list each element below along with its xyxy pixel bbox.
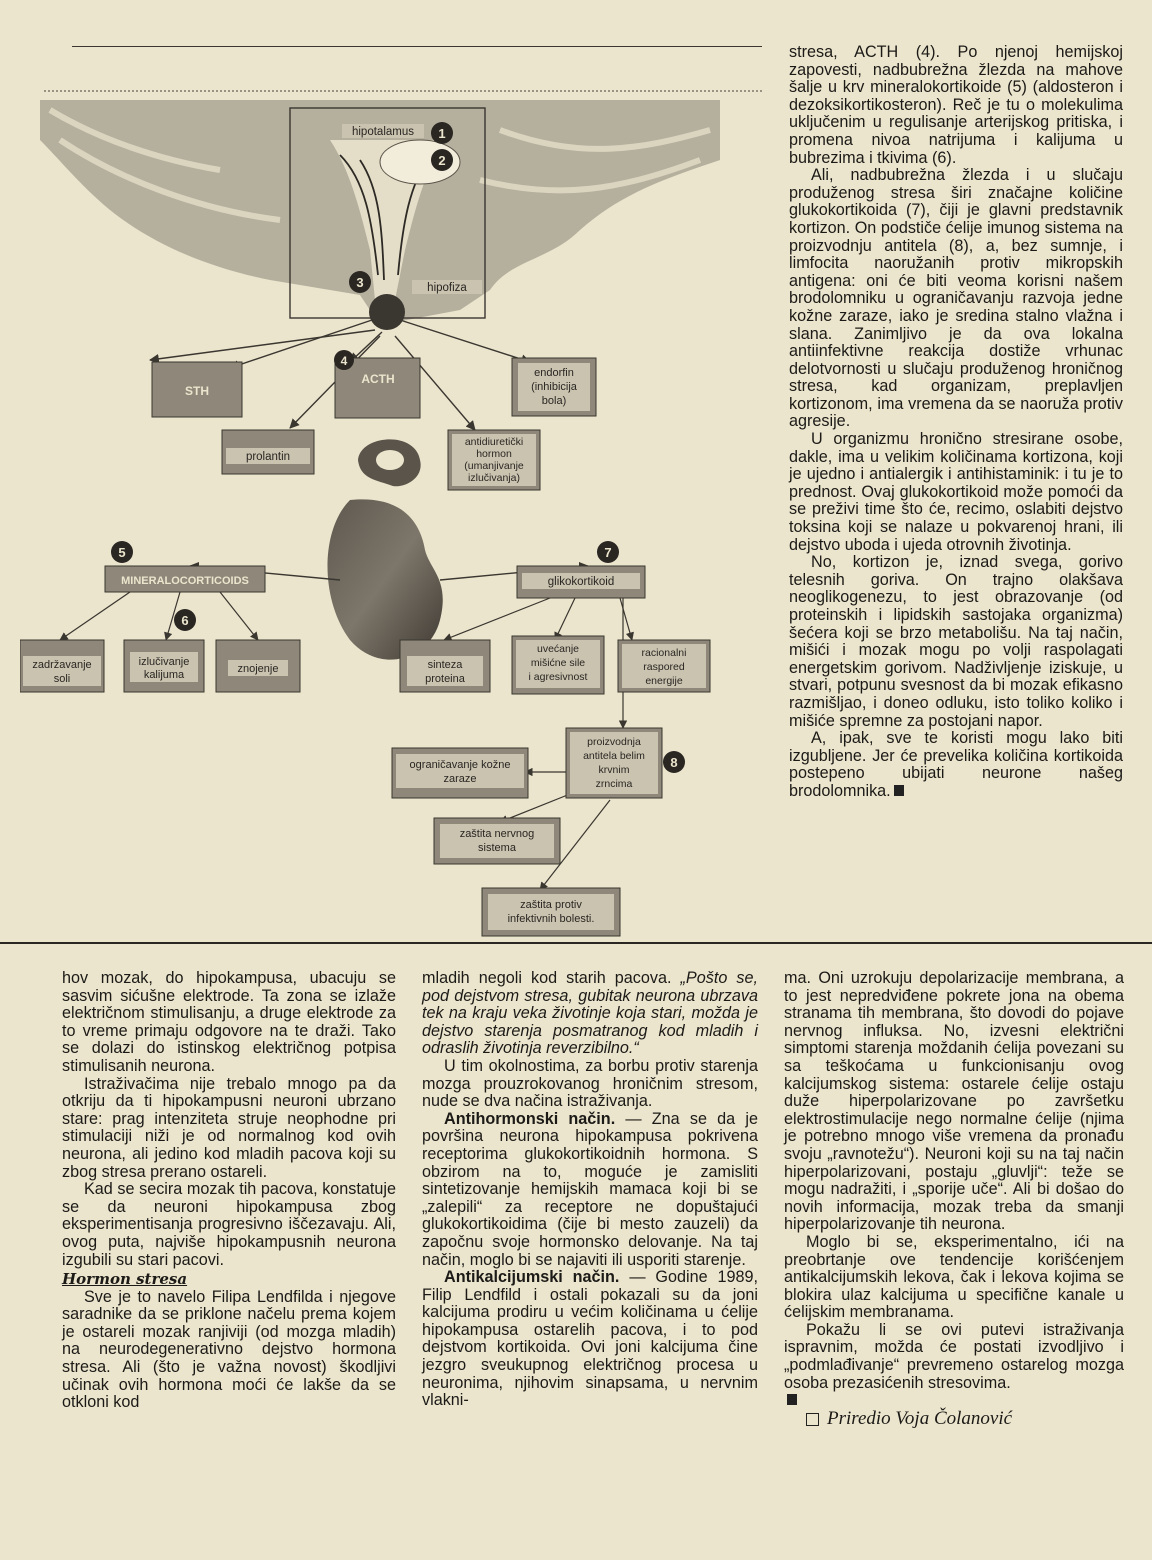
- stress-hormone-diagram: [20, 100, 740, 940]
- end-mark-icon: [787, 1394, 797, 1405]
- bottom-column-3: [784, 970, 1124, 1427]
- muscle-box: [512, 636, 604, 694]
- author-signature: [784, 1407, 1124, 1429]
- salt-box: [20, 640, 104, 692]
- svg-text:bola): bola): [541, 395, 567, 407]
- paragraph: Ali, nadbubrežna žlezda i u slučaju produženog stresa širi značajne količine glukokortikoida (7), čiji je glavni predstavnik kortizon. On podstiče ćelije imunog sistema na proizvodnju antitela (8), a, bez sumnje, i limfocita naoružanih protiv mikropskih antigena: oni će biti veoma korisni našem brodolomniku u ograničavanju razvoja jedne kožne zaraze, iako je sredina stalno vlažna i slana. Zanimljivo je da ova lokalna antiinfektivne reakcija dostiže vrhunac delotvornosti u slučaju produženog hroničnog stresa, kad organizam, preplavljen kortizonom, ima vremena da se naoruža protiv agresije.: [789, 166, 1123, 431]
- paragraph: [422, 970, 758, 1058]
- svg-text:1: 1: [438, 126, 446, 141]
- protein-synthesis-box: [400, 640, 490, 692]
- badge-7: [597, 541, 619, 563]
- svg-text:zadržavanje: zadržavanje: [32, 659, 92, 671]
- svg-text:izlučivanje: izlučivanje: [138, 656, 190, 668]
- paragraph-text: A, ipak, sve te koristi mogu lako biti izgubljene. Jer će prevelika količina kortikoida postepeno ubijati neurone našeg brodolomnika.: [789, 729, 1123, 800]
- paragraph: Kad se secira mozak tih pacova, konstatuje se da neuroni hipokampusa zbog eksperimentisanja progresivno iščezavaju. Ali, ovog puta, najviše hipokampusnih neurona izgubili su stari pacovi.: [62, 1180, 396, 1269]
- end-mark-icon: [894, 785, 904, 796]
- svg-text:prolantin: prolantin: [245, 451, 291, 463]
- svg-text:7: 7: [604, 545, 612, 560]
- paragraph: Sve je to navelo Filipa Lendfilda i njegove saradnike da se priklone načelu prema kojem je ostareli mozak ranjiviji (od mozga mladih) na neurodegenerativno dejstvo hormona stresa. Ali (što je važna novost) škodljivi učinak ovih hormona moći će lakše da se otkloni kod: [62, 1287, 396, 1412]
- paragraph: hov mozak, do hipokampusa, ubacuju se sasvim sićušne elektrode. Ta zona se izlaže električnom stimulisanju, a druge elektrode za to vreme primaju odgovore na te draži. Tako se dolazi do istinskog električnog potpisa stimulisanih neurona.: [62, 969, 396, 1075]
- glucocorticoid-box: [517, 566, 645, 598]
- prolactin-box: [222, 430, 314, 474]
- svg-text:mišićne sile: mišićne sile: [530, 657, 586, 669]
- paragraph-text: — Zna se da je površina neurona hipokampusa pokrivena receptorima glukokortikoidnih hormona. S obzirom na to, moguće je zamisliti sintetizovanje hemijskih mamaca koji bi se „zalepili“ za receptore ne dopuštajući glukokortikoidima (čije bi mesto zauzeli) da započnu svoje hormonsko delovanje. Na taj način, moglo bi se najaviti ili usporiti starenje.: [422, 1109, 758, 1269]
- adrenal-kidney-illustration: [328, 439, 443, 659]
- bottom-column-1: [62, 970, 396, 1412]
- svg-text:endorfin: endorfin: [534, 367, 574, 379]
- hypothalamus-label: hipotalamus: [351, 126, 415, 138]
- svg-text:proizvodnja: proizvodnja: [587, 736, 641, 748]
- svg-text:infektivnih bolesti.: infektivnih bolesti.: [507, 913, 595, 925]
- svg-text:energije: energije: [645, 675, 683, 687]
- svg-text:raspored: raspored: [643, 661, 685, 673]
- method-heading: Antikalcijumski način.: [444, 1268, 620, 1287]
- paragraph: No, kortizon je, iznad svega, gorivo telesnih goriva. On trajno olakšava neoglikogenezu, to jest obrazovanje (od proteinskih i lipidskih sastojaka organizma) šećera koji se brzo metabolišu. Na taj način, mišići i mozak mogu po volji raspolagati energetskim gorivom. Nadživljenje iziskuje, u stvari, potpunu svesnost da bi mozak efikasno razmišljao, i doneo odluku, isto toliko koliko i mišiće spremne za postojani napor.: [789, 553, 1123, 730]
- svg-text:zaraze: zaraze: [443, 773, 477, 785]
- svg-text:6: 6: [181, 613, 189, 628]
- badge-8: [663, 751, 685, 773]
- square-bullet-icon: [806, 1413, 819, 1426]
- paragraph: stresa, ACTH (4). Po njenoj hemijskoj zapovesti, nadbubrežna žlezda na mahove šalje u krv mineralokortikoide (5) (aldosteron i dezoksikortikosteron). Reč je tu o molekulima uključenim u regulisanje arterijskog pritiska, i promena nivoa natrijuma i kalijuma u bubrezima i tkivima (6).: [789, 43, 1123, 167]
- nerve-protection-box: [434, 818, 560, 864]
- svg-text:3: 3: [356, 275, 364, 290]
- svg-text:antidiuretički: antidiuretički: [464, 436, 524, 448]
- badge-5: [111, 541, 133, 563]
- acth-box: [334, 350, 420, 418]
- svg-text:MINERALOCORTICOIDS: MINERALOCORTICOIDS: [121, 575, 249, 587]
- svg-text:(inhibicija: (inhibicija: [531, 381, 577, 393]
- skin-infection-box: [392, 748, 528, 798]
- svg-text:soli: soli: [53, 673, 71, 685]
- dotted-rule: [44, 90, 762, 92]
- svg-text:zaštita protiv: zaštita protiv: [520, 899, 582, 911]
- paragraph-text: — Godine 1989, Filip Lendfild i ostali pokazali su da joni kalcijuma prodiru u većim količinama u ćelije hipokampusa ostarelih pacova, i to pod dejstvom kortikoida. Ovi joni kalcijuma čine jezgro sveukupnog električnog procesa u neuronima, njihovim sinapsama, u nervnim vlakni-: [422, 1268, 758, 1410]
- svg-text:uvećanje: uvećanje: [536, 643, 580, 655]
- paragraph: U organizmu hronično stresirane osobe, dakle, ima u velikim količinama kortizona, koji je ujedno i antialergik i antihistaminik: i tu je to prednost. Ovaj glukokortikoid može pomoći da se preživi time što će, recimo, oslabiti dejstvo toksina koji se nalaze u pokvarenoj hrani, ili dejstvo uboda i ujeda otrovnih životinja.: [789, 430, 1123, 554]
- svg-text:zrncima: zrncima: [595, 778, 633, 790]
- paragraph: [422, 1269, 758, 1410]
- svg-text:(umanjivanje: (umanjivanje: [464, 460, 524, 472]
- sweat-box: [216, 640, 300, 692]
- svg-text:znojenje: znojenje: [237, 663, 279, 675]
- energy-box: [618, 640, 710, 692]
- paragraph: Moglo bi se, eksperimentalno, ići na preobrtanje ove tendencije korišćenjem antikalcijumskih lekova, čak i lekova kojima se blokira ulaz kalcijuma u specifične kanale u ćelijskim membranama.: [784, 1232, 1124, 1322]
- paragraph-text: mladih negoli kod starih pacova.: [422, 969, 681, 987]
- subheading: Hormon stresa: [62, 1270, 188, 1289]
- top-rule: [72, 46, 762, 47]
- badge-4: 4: [340, 354, 348, 368]
- badge-1: [431, 122, 453, 144]
- badge-3: [349, 271, 371, 293]
- quote-text: „Pošto se, pod dejstvom stresa, gubitak neurona ubrzava tek na kraju veka životinje koja stari, možda je dejstvo starenja posmatranog kod mladih i odraslih životinja reverzibilno.“: [422, 969, 758, 1058]
- paragraph: ma. Oni uzrokuju depolarizacije membrana, a to jest nepredviđene pokrete jona na obema stranama tih membrana, što dovodi do pojave nervnog influksa. No, izvesni električni simptomi starenja moždanih ćelija povezani su sa teškoćama u funkcionisanju ovog kalcijumskog sistema: ostarele ćelije ostaju duže hiperpolarizovane po završetku elektrostimulacije nego normalne ćelije (njima je potrebno mnogo više vremena da pronađu svoju „ravnotežu“). Neuroni koji su na taj način hiperpolarizovani, postaju „gluvlji“: teže se mogu nadražiti, i „sporije uče“. Ali bi došao do novih informacija, mozak treba da smanji hiperpolarizovanje tih neurona.: [784, 969, 1124, 1234]
- svg-text:8: 8: [670, 755, 678, 770]
- svg-text:5: 5: [118, 545, 126, 560]
- paragraph: [422, 1111, 758, 1269]
- right-column-top: [789, 44, 1123, 801]
- paragraph-text: Pokažu li se ovi putevi istraživanja ispravnim, možda će postati izvodljivo i „podmlađivanje“ prevremeno ostarelog mozga osoba prezasićenih stresovima.: [784, 1320, 1124, 1392]
- badge-2: [431, 149, 453, 171]
- svg-text:ACTH: ACTH: [361, 372, 395, 386]
- section-rule: [0, 942, 1152, 944]
- svg-text:izlučivanja): izlučivanja): [468, 472, 520, 484]
- svg-text:racionalni: racionalni: [641, 647, 687, 659]
- svg-text:sinteza: sinteza: [427, 659, 463, 671]
- paragraph: Istraživačima nije trebalo mnogo pa da otkriju da ti hipokampusni neuroni ubrzano stare: prag intenziteta struje neophodne pri stimulaciji niži je od normalnog kod ovih neurona, ali jedino kod mladih pacova koji su zbog stresa prerano ostareli.: [62, 1074, 396, 1181]
- svg-text:proteina: proteina: [425, 673, 465, 685]
- endorphin-box: [512, 358, 596, 416]
- svg-text:STH: STH: [185, 384, 209, 398]
- potassium-box: [124, 640, 204, 692]
- svg-text:zaštita nervnog: zaštita nervnog: [459, 828, 535, 840]
- svg-text:sistema: sistema: [478, 842, 516, 854]
- bottom-column-2: [422, 970, 758, 1410]
- paragraph: U tim okolnostima, za borbu protiv starenja mozga prouzrokovanog hroničnim stresom, nude se dva načina istraživanja.: [422, 1056, 758, 1111]
- svg-text:hormon: hormon: [476, 448, 512, 460]
- svg-text:kalijuma: kalijuma: [143, 669, 185, 681]
- antidiuretic-box: [448, 430, 540, 490]
- antibody-box: [566, 728, 662, 798]
- svg-text:antitela belim: antitela belim: [583, 750, 645, 762]
- paragraph: [784, 1322, 1124, 1410]
- svg-text:glikokortikoid: glikokortikoid: [547, 576, 615, 588]
- method-heading: Antihormonski način.: [444, 1109, 616, 1128]
- svg-text:krvnim: krvnim: [598, 764, 630, 776]
- svg-text:i agresivnost: i agresivnost: [528, 671, 588, 683]
- svg-text:ograničavanje kožne: ograničavanje kožne: [409, 759, 511, 771]
- author-name: Priredio Voja Čolanović: [827, 1407, 1013, 1429]
- pituitary-label: hipofiza: [427, 282, 467, 294]
- brain-illustration: [40, 100, 720, 330]
- badge-6: [174, 609, 196, 631]
- paragraph: [789, 730, 1123, 800]
- sth-box: [152, 362, 242, 417]
- infection-protection-box: [482, 888, 620, 936]
- mineralocorticoids-box: [105, 566, 265, 592]
- svg-text:2: 2: [438, 153, 446, 168]
